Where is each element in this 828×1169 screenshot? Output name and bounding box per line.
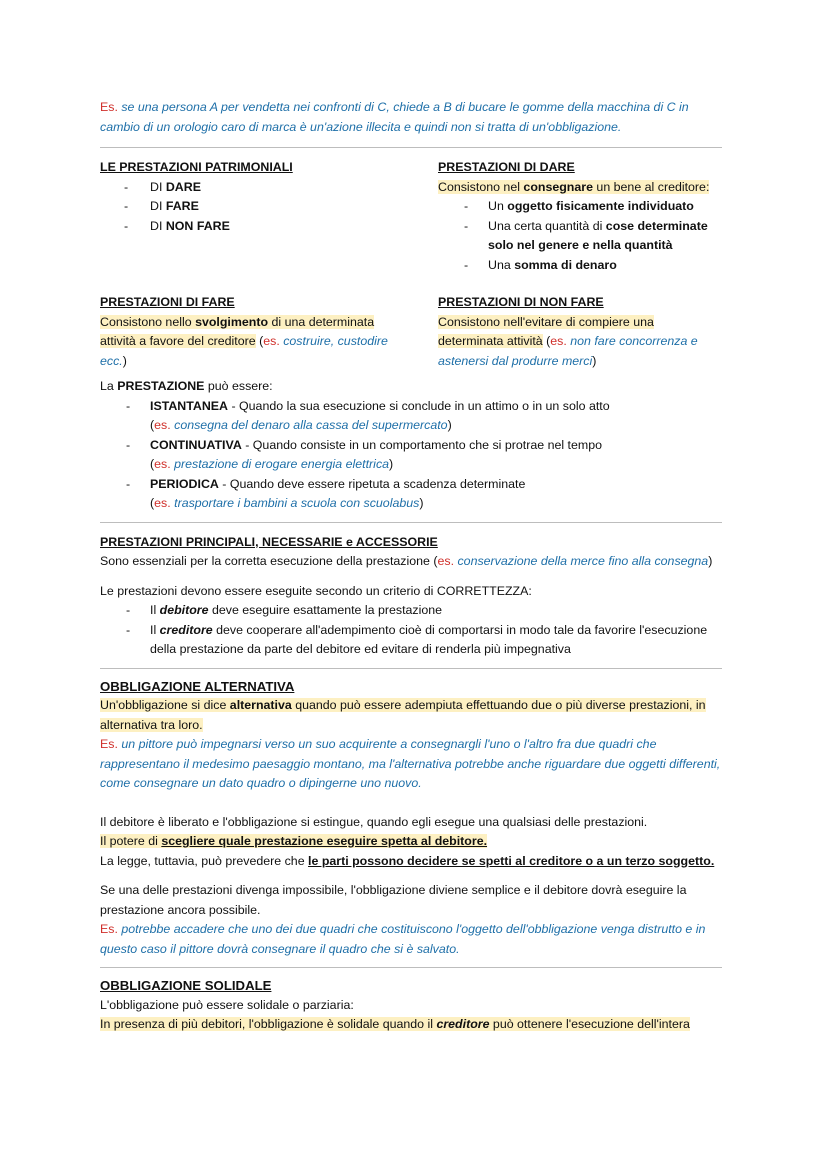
alternativa-definition: Un'obbligazione si dice alternativa quando può essere adempiuta effettuando due o più diverse prestazioni, in alternativa tra loro.: [100, 698, 706, 732]
alternativa-p2: Il potere di scegliere quale prestazione eseguire spetta al debitore.: [100, 834, 488, 848]
patrimoniali-list: [100, 178, 438, 237]
alternativa-p1: Il debitore è liberato e l'obbligazione si estingue, quando egli esegue una qualsiasi delle prestazioni.: [100, 814, 648, 829]
solidale-p1: L'obbligazione può essere solidale o parziaria:: [100, 997, 354, 1012]
tipi-list: [100, 397, 722, 514]
es-label: Es.: [100, 100, 118, 114]
list-item: - Una somma di denaro: [438, 256, 722, 276]
principali-title: PRESTAZIONI PRINCIPALI, NECESSARIE e ACCESSORIE: [100, 534, 438, 549]
list-item: - Un oggetto fisicamente individuato: [438, 197, 722, 217]
fare-row: [100, 293, 722, 371]
intro-example: [100, 98, 722, 137]
principali-text: Sono essenziali per la corretta esecuzione della prestazione (es. conservazione della merce fino alla consegna): [100, 554, 713, 568]
list-item: - ISTANTANEA - Quando la sua esecuzione si conclude in un attimo o in un solo atto (es. consegna del denaro alla cassa del supermercato): [100, 397, 722, 436]
divider: [100, 967, 722, 968]
alternativa-example2: Es. potrebbe accadere che uno dei due quadri che costituiscono l'oggetto dell'obbligazione venga distrutto e in questo caso il pittore dovrà consegnare il quadro che si è salvato.: [100, 922, 706, 956]
alternativa-example: Es. un pittore può impegnarsi verso un suo acquirente a consegnargli l'uno o l'altro fra due quadri che rappresentano il medesimo paesaggio montano, ma l'alternativa potrebbe anche riguardare due oggetti differenti, come consegnare un dato quadro o dipingerne uno nuovo.: [100, 737, 721, 790]
divider: [100, 522, 722, 523]
dare-list: [438, 197, 722, 275]
divider: [100, 668, 722, 669]
dare-section: [438, 158, 722, 275]
principali-section: [100, 533, 722, 572]
intro-example-text: se una persona A per vendetta nei confronti di C, chiede a B di bucare le gomme della macchina di C in cambio di un orologio caro di marca è un'azione illecita e quindi non si tratta di un'obbligazione.: [100, 100, 689, 134]
solidale-section: [100, 976, 722, 1035]
list-item: - DI FARE: [100, 197, 438, 217]
list-item: - Il debitore deve eseguire esattamente la prestazione: [100, 601, 722, 621]
solidale-p2: In presenza di più debitori, l'obbligazione è solidale quando il creditore può ottenere l'esecuzione dell'intera: [100, 1017, 690, 1031]
alternativa-p4: Se una delle prestazioni divenga impossibile, l'obbligazione diviene semplice e il debitore dovrà eseguire la prestazione ancora possibile.: [100, 883, 687, 917]
alternativa-p3: La legge, tuttavia, può prevedere che le parti possono decidere se spetti al creditore o a un terzo soggetto.: [100, 853, 715, 868]
patrimoniali-title: LE PRESTAZIONI PATRIMONIALI: [100, 160, 293, 174]
patrimoniali-section: [100, 158, 438, 275]
fare-section: [100, 293, 438, 371]
list-item: - Il creditore deve cooperare all'adempimento cioè di comportarsi in modo tale da favorire l'esecuzione della prestazione da parte del debitore ed evitare di renderla più impegnativa: [100, 621, 722, 660]
patrimoniali-row: [100, 158, 722, 275]
dare-title: PRESTAZIONI DI DARE: [438, 160, 575, 174]
tipi-intro: La PRESTAZIONE può essere:: [100, 379, 273, 393]
fare-definition: Consistono nello svolgimento di una determinata attività a favore del creditore (es. costruire, custodire ecc.): [100, 314, 388, 368]
document-page: [100, 98, 722, 1035]
list-item: - DI DARE: [100, 178, 438, 198]
fare-title: PRESTAZIONI DI FARE: [100, 295, 235, 309]
alternativa-section: [100, 677, 722, 960]
divider: [100, 147, 722, 148]
alternativa-title: OBBLIGAZIONE ALTERNATIVA: [100, 678, 295, 694]
list-item: - Una certa quantità di cose determinate solo nel genere e nella quantità: [438, 217, 722, 256]
list-item: - PERIODICA - Quando deve essere ripetuta a scadenza determinate (es. trasportare i bambini a scuola con scuolabus): [100, 475, 722, 514]
tipi-section: [100, 377, 722, 514]
list-item: - DI NON FARE: [100, 217, 438, 237]
nonfare-definition: Consistono nell'evitare di compiere una determinata attività (es. non fare concorrenza e astenersi dal produrre merci): [438, 314, 698, 368]
solidale-title: OBBLIGAZIONE SOLIDALE: [100, 978, 272, 993]
nonfare-title: PRESTAZIONI DI NON FARE: [438, 295, 604, 309]
nonfare-section: [438, 293, 722, 371]
correttezza-list: [100, 601, 722, 660]
dare-definition: Consistono nel consegnare un bene al creditore:: [438, 179, 710, 194]
correttezza-intro: Le prestazioni devono essere eseguite secondo un criterio di CORRETTEZZA:: [100, 583, 532, 598]
list-item: - CONTINUATIVA - Quando consiste in un comportamento che si protrae nel tempo (es. prestazione di erogare energia elettrica): [100, 436, 722, 475]
correttezza-section: [100, 582, 722, 660]
